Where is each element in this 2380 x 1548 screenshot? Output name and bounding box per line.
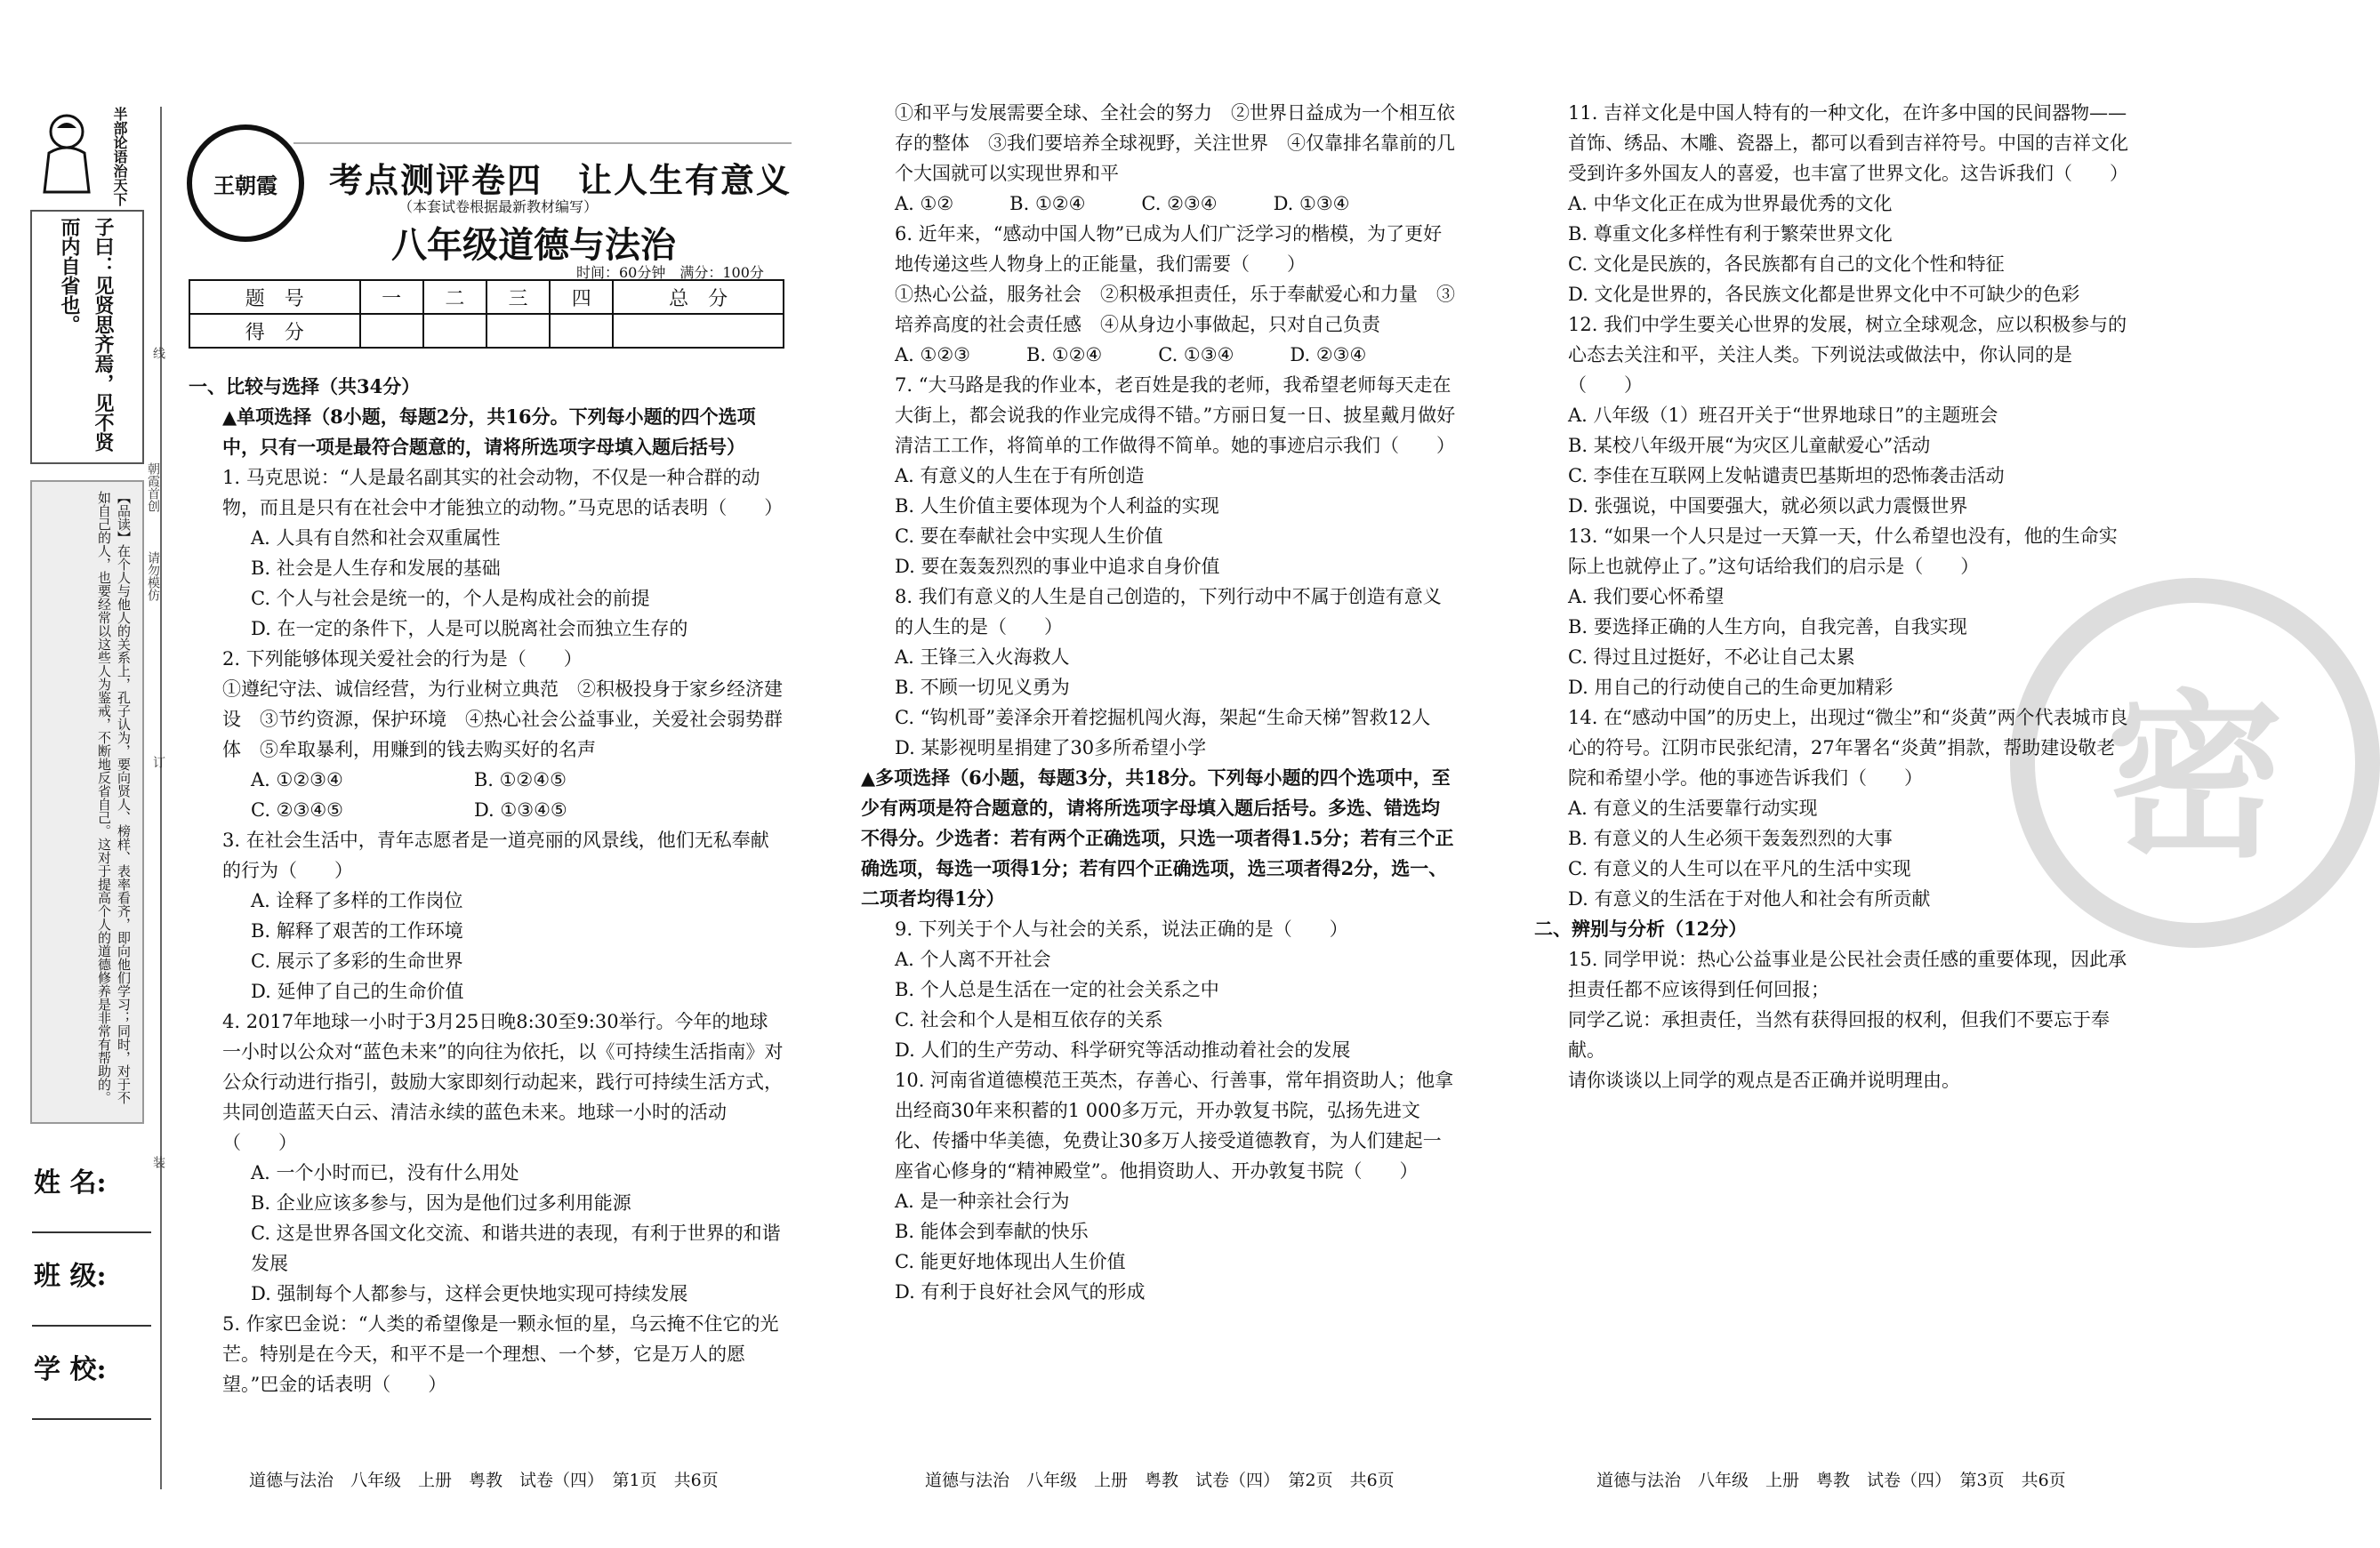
option: B. 社会是人生存和发展的基础 (251, 557, 501, 579)
option: D. 有意义的生活在于对他人和社会有所贡献 (1568, 888, 1931, 910)
question: 5. 作家巴金说：“人类的希望像是一颗永恒的星，乌云掩不住它的光芒。特别是在今天，和平不是一个理想、一个梦，它是万人的愿望。”巴金的话表明（ ） (222, 1313, 779, 1395)
class-label: 班 级: (34, 1261, 107, 1292)
statements: ①遵纪守法、诚信经营，为行业树立典范 ②积极投身于家乡经济建设 ③节约资源，保护环境 ④热心社会公益事业，关爱社会弱势群体 ⑤牟取暴利，用赚到的钱去购买好的名声 (222, 678, 783, 760)
option: B. 个人总是生活在一定的社会关系之中 (895, 979, 1219, 1000)
option: B. 能体会到奉献的快乐 (895, 1221, 1089, 1242)
option: B. 有意义的人生必须干轰轰烈烈的大事 (1568, 828, 1893, 849)
edition-note: （本套试卷根据最新教材编写） (398, 198, 599, 215)
score-cell: 四 (550, 280, 613, 314)
score-cell: 得 分 (189, 314, 360, 348)
subject-title: 八年级道德与法治 (391, 224, 676, 266)
page-footer-3: 道德与法治 八年级 上册 粤教 试卷（四） 第3页 共6页 (1596, 1471, 2066, 1490)
motto-line1: 子曰：见贤思齐焉，见不贤 (92, 217, 115, 452)
option: C. “钩机哥”姜泽余开着挖掘机闯火海，架起“生命天梯”智救12人 (895, 707, 1431, 728)
option: C. 个人与社会是统一的，个人是构成社会的前提 (251, 588, 650, 609)
score-cell: 二 (423, 280, 486, 314)
option: B. 尊重文化多样性有利于繁荣世界文化 (1568, 223, 1893, 245)
option: B. 某校八年级开展“为灾区儿童献爱心”活动 (1568, 435, 1931, 456)
confucius-icon (36, 108, 98, 194)
question: 11. 吉祥文化是中国人特有的一种文化，在许多中国的民间器物——首饰、绣品、木雕、瓷器上，都可以看到吉祥符号。中国的吉祥文化受到许多外国友人的喜爱，也丰富了世界文化。这告诉我们（ ） (1568, 102, 2128, 184)
time-info: 时间：60分钟 满分：100分 (576, 264, 764, 281)
top-label: 半部论语治天下 (111, 107, 128, 206)
score-table-header (189, 280, 784, 314)
score-table-row (189, 314, 784, 348)
binding-line (160, 107, 162, 1489)
option: C. 要在奉献社会中实现人生价值 (895, 525, 1163, 547)
pindu-text: 【品读】在个人与他人的关系上，孔子认为，要向贤人、榜样、表率看齐，即向他们学习；同时，对于不如自己的人，也要经常以这些人为鉴戒，不断地反省自己。这对于提高个人的道德修养是非常有帮助的。 (96, 491, 132, 1104)
option: D. 人们的生产劳动、科学研究等活动推动着社会的发展 (895, 1039, 1351, 1061)
score-input[interactable] (360, 314, 423, 348)
statement: 同学乙说：承担责任，当然有获得回报的权利，但我们不要忘于奉献。 (1568, 1009, 2110, 1061)
column-1 (189, 372, 784, 1400)
cut-mark-1: 线 (151, 347, 165, 359)
option: B. 人生价值主要体现为个人利益的实现 (895, 495, 1219, 517)
cut-mark-2: 订 (151, 756, 165, 768)
class-field[interactable] (32, 1325, 151, 1327)
option: A. 有意义的人生在于有所创造 (895, 465, 1145, 486)
question: 14. 在“感动中国”的历史上，出现过“微尘”和“炎黄”两个代表城市良心的符号。江阴市民张纪清，27年署名“炎黄”捐款，帮助建设敬老院和希望小学。他的事迹告诉我们（ ） (1568, 707, 2128, 789)
option: C. 文化是民族的，各民族都有自己的文化个性和特征 (1568, 253, 2005, 275)
score-input[interactable] (550, 314, 613, 348)
option: D. 用自己的行动使自己的生命更加精彩 (1568, 677, 1894, 698)
option: D. 文化是世界的，各民族文化都是世界文化中不可缺少的色彩 (1568, 284, 2080, 305)
score-input[interactable] (486, 314, 550, 348)
option: A. 一个小时而已，没有什么用处 (251, 1162, 519, 1183)
confucius-figure (36, 108, 98, 194)
instructions: ▲多项选择（6小题，每题3分，共18分。下列每小题的四个选项中，至少有两项是符合题意的，请将所选项字母填入题后括号。多选、错选均不得分。少选者：若有两个正确选项，只选一项者得1.5分；若有三个正确选项，每选一项得1分；若有四个正确选项，选三项者得2分，选一、二项者均得1分） (861, 766, 1454, 910)
option: D. 有利于良好社会风气的形成 (895, 1281, 1146, 1303)
question: 6. 近年来，“感动中国人物”已成为人们广泛学习的楷模，为了更好地传递这些人物身上的正能量，我们需要（ ） (895, 223, 1443, 275)
page-title: 考点测评卷四 让人生有意义 (329, 160, 792, 200)
question: 3. 在社会生活中，青年志愿者是一道亮丽的风景线，他们无私奉献的行为（ ） (222, 830, 769, 881)
seal-text-2: 请勿模仿 (146, 551, 160, 601)
option: A. 人具有自然和社会双重属性 (251, 527, 501, 549)
option: C. 李佳在互联网上发帖谴责巴基斯坦的恐怖袭击活动 (1568, 465, 2005, 486)
name-field[interactable] (32, 1231, 151, 1233)
option: C. 社会和个人是相互依存的关系 (895, 1009, 1163, 1031)
option: B. 不顾一切见义勇为 (895, 677, 1070, 698)
option: D. 强制每个人都参与，这样会更快地实现可持续发展 (251, 1283, 688, 1304)
option: D. 在一定的条件下，人是可以脱离社会而独立生存的 (251, 618, 688, 639)
seal-watermark: 密 (2010, 578, 2380, 948)
option: D. 延伸了自己的生命价值 (251, 981, 464, 1002)
motto-box (30, 210, 144, 464)
option: A. 八年级（1）班召开关于“世界地球日”的主题班会 (1568, 405, 1998, 426)
option: B. 要选择正确的人生方向，自我完善，自我实现 (1568, 616, 1967, 638)
title-ribbon (293, 142, 792, 151)
score-table (189, 279, 784, 349)
option: A. 王锋三入火海救人 (895, 646, 1070, 668)
option: B. 企业应该多参与，因为是他们过多利用能源 (251, 1192, 631, 1214)
option: B. 解释了艰苦的工作环境 (251, 920, 463, 942)
question: 10. 河南省道德模范王英杰，存善心、行善事，常年捐资助人；他拿出经商30年来积蓄的1 000多万元，开办敦复书院，弘扬先进文化、传播中华美德，免费让30多万人接受道德教育，为人们建起一座省心修身的“精神殿堂”。他捐资助人、开办敦复书院（ ） (895, 1070, 1454, 1182)
option: A. 个人离不开社会 (895, 949, 1051, 970)
question: 8. 我们有意义的人生是自己创造的，下列行动中不属于创造有意义的人生的是（ ） (895, 586, 1442, 638)
cut-mark-3: 装 (151, 1156, 165, 1168)
option: D. 要在轰轰烈烈的事业中追求自身价值 (895, 556, 1220, 577)
option: A. 诠释了多样的工作岗位 (251, 890, 463, 911)
column-3 (1534, 98, 2130, 1095)
column-2 (861, 98, 1457, 1307)
score-cell: 总 分 (613, 280, 784, 314)
option: C. ②③④⑤ D. ①③④⑤ (251, 799, 567, 821)
section-heading: 二、辨别与分析（12分） (1534, 918, 1748, 940)
instructions: ▲单项选择（8小题，每题2分，共16分。下列每小题的四个选项中，只有一项是最符合题意的，请将所选项字母填入题后括号） (222, 405, 756, 458)
logo (187, 124, 304, 242)
option: A. 是一种亲社会行为 (895, 1191, 1070, 1212)
option: A. ①②③ B. ①②④ C. ①③④ D. ②③④ (895, 344, 1367, 365)
option: C. 展示了多彩的生命世界 (251, 950, 463, 972)
score-cell: 一 (360, 280, 423, 314)
page-footer-2: 道德与法治 八年级 上册 粤教 试卷（四） 第2页 共6页 (925, 1471, 1395, 1490)
statements: ①热心公益，服务社会 ②积极承担责任，乐于奉献爱心和力量 ③培养高度的社会责任感 ④从身边小事做起，只对自己负责 (895, 284, 1455, 335)
option: C. 能更好地体现出人生价值 (895, 1251, 1126, 1272)
question: 1. 马克思说：“人是最名副其实的社会动物，不仅是一种合群的动物，而且是只有在社会中才能独立的动物。”马克思的话表明（ ） (222, 467, 784, 518)
question-prompt: 请你谈谈以上同学的观点是否正确并说明理由。 (1568, 1070, 1960, 1091)
question: 7. “大马路是我的作业本，老百姓是我的老师，我希望老师每天走在大街上，都会说我的作业完成得不错。”方丽日复一日、披星戴月做好清洁工工作，将简单的工作做得不简单。她的事迹启示我们（ ） (895, 374, 1456, 456)
question: 13. “如果一个人只是过一天算一天，什么希望也没有，他的生命实际上也就停止了。”这句话给我们的启示是（ ） (1568, 525, 2118, 577)
question: 2. 下列能够体现关爱社会的行为是（ ） (222, 648, 583, 670)
question: 12. 我们中学生要关心世界的发展，树立全球观念，应以积极参与的心态去关注和平，关注人类。下列说法或做法中，你认同的是（ ） (1568, 314, 2127, 396)
option: A. ①②③④ B. ①②④⑤ (251, 769, 567, 790)
school-field[interactable] (32, 1418, 151, 1420)
motto-line2: 而内自省也。 (58, 217, 81, 334)
page-footer-1: 道德与法治 八年级 上册 粤教 试卷（四） 第1页 共6页 (249, 1471, 719, 1490)
option: A. 有意义的生活要靠行动实现 (1568, 798, 1818, 819)
question: 15. 同学甲说：热心公益事业是公民社会责任感的重要体现，因此承担责任都不应该得到任何回报； (1568, 949, 2127, 1000)
option: D. 某影视明星捐建了30多所希望小学 (895, 737, 1207, 758)
section-heading: 一、比较与选择（共34分） (189, 375, 421, 397)
option: C. 这是世界各国文化交流、和谐共进的表现，有利于世界的和谐发展 (251, 1223, 781, 1274)
seal-text-1: 朝霞首创 (146, 462, 160, 512)
option: A. ①② B. ①②④ C. ②③④ D. ①③④ (895, 193, 1350, 214)
score-input[interactable] (613, 314, 784, 348)
school-label: 学 校: (34, 1354, 107, 1385)
option: C. 有意义的人生可以在平凡的生活中实现 (1568, 858, 1911, 879)
score-cell: 题 号 (189, 280, 360, 314)
option: A. 我们要心怀希望 (1568, 586, 1725, 607)
option: C. 得过且过挺好，不必让自己太累 (1568, 646, 1855, 668)
score-cell: 三 (486, 280, 550, 314)
name-label: 姓 名: (34, 1167, 107, 1199)
score-input[interactable] (423, 314, 486, 348)
question: 9. 下列关于个人与社会的关系，说法正确的是（ ） (895, 918, 1348, 940)
option: A. 中华文化正在成为世界最优秀的文化 (1568, 193, 1893, 214)
question: 4. 2017年地球一小时于3月25日晚8:30至9:30举行。今年的地球一小时以公众对“蓝色未来”的向往为依托，以《可持续生活指南》对公众行动进行指引，鼓励大家即刻行动起来，践行可持续生活方式，共同创造蓝天白云、清洁永续的蓝色未来。地球一小时的活动（ ） (222, 1011, 784, 1153)
option: D. 张强说，中国要强大，就必须以武力震慑世界 (1568, 495, 1968, 517)
statements: ①和平与发展需要全球、全社会的努力 ②世界日益成为一个相互依存的整体 ③我们要培养全球视野，关注世界 ④仅靠排名靠前的几个大国就可以实现世界和平 (895, 102, 1455, 184)
logo-text: 王朝霞 (213, 172, 277, 198)
